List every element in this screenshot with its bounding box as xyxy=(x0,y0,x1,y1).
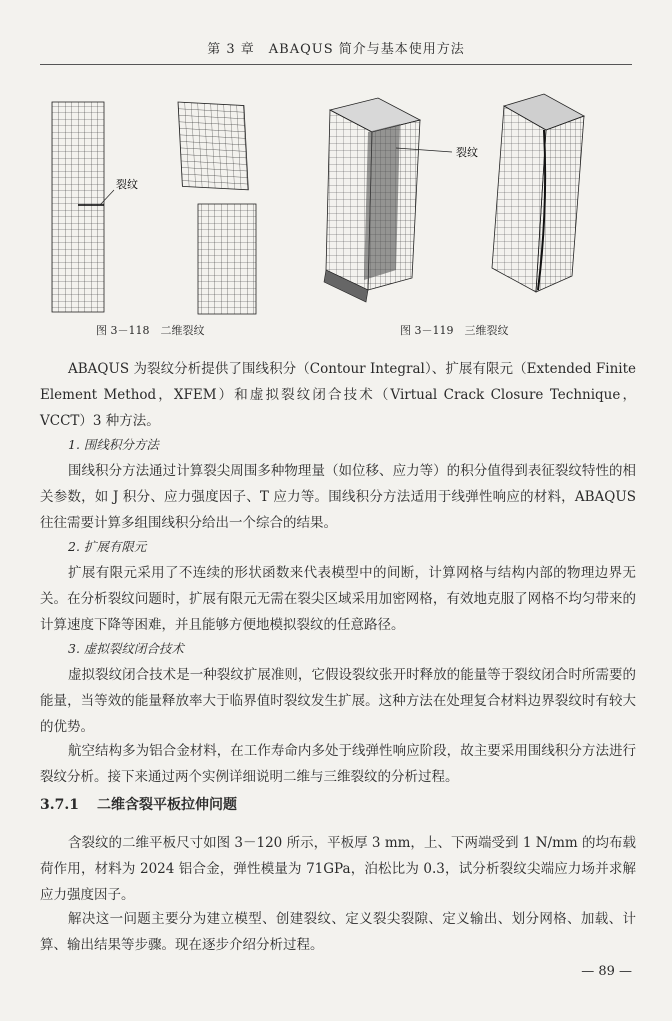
page-header: 第 3 章 ABAQUS 简介与基本使用方法 xyxy=(207,42,465,57)
section-heading xyxy=(40,792,237,818)
paragraph-aviation: 航空结构多为铝合金材料，在工作寿命内多处于线弹性响应阶段，故主要采用围线积分方法进行裂纹分析。接下来通过两个实例详细说明二维与三维裂纹的分析过程。 xyxy=(40,743,636,785)
mesh-3d-deformed xyxy=(492,94,584,292)
figure-area xyxy=(0,80,672,340)
paragraph-steps: 解决这一问题主要分为建立模型、创建裂纹、定义裂尖裂隙、定义输出、划分网格、加载、计算、输出结果等步骤。现在逐步介绍分析过程。 xyxy=(40,911,636,953)
figure-caption-3-118: 图 3－118 二维裂纹 xyxy=(96,324,205,337)
page-number: — 89 — xyxy=(581,964,632,979)
mesh-2d-deformed xyxy=(178,102,256,314)
mesh-3d-crack-plane xyxy=(324,98,452,302)
header-rule xyxy=(40,64,632,65)
paragraph-contour-integral: 围线积分方法通过计算裂尖周围多种物理量（如位移、应力等）的积分值得到表征裂纹特性的相关参数，如 J 积分、应力强度因子、T 应力等。围线积分方法适用于线弹性响应的材料，ABAQUS 往往需要计算多组围线积分给出一个综合的结果。 xyxy=(40,463,636,531)
subheading-xfem: 2. 扩展有限元 xyxy=(68,539,147,554)
paragraph-problem: 含裂纹的二维平板尺寸如图 3－120 所示，平板厚 3 mm，上、下两端受到 1 N/mm 的均布载荷作用，材料为 2024 铝合金，弹性模量为 71GPa，泊松比为 0.3，试分析裂纹尖端应力场并求解应力强度因子。 xyxy=(40,835,636,903)
subheading-vcct: 3. 虚拟裂纹闭合技术 xyxy=(68,641,184,656)
paragraph-xfem: 扩展有限元采用了不连续的形状函数来代表模型中的间断，计算网格与结构内部的物理边界无关。在分析裂纹问题时，扩展有限元无需在裂尖区域采用加密网格，有效地克服了网格不均匀带来的计算速度下降等困难，并且能够方便地模拟裂纹的任意路径。 xyxy=(40,565,636,633)
subheading-contour-integral: 1. 围线积分方法 xyxy=(68,437,159,452)
crack-label-3d: 裂纹 xyxy=(456,146,478,159)
section-title: 二维含裂平板拉伸问题 xyxy=(96,797,237,813)
figure-caption-3-119: 图 3－119 三维裂纹 xyxy=(400,324,509,337)
paragraph-intro: ABAQUS 为裂纹分析提供了围线积分（Contour Integral）、扩展有限元（Extended Finite Element Method，XFEM）和虚拟裂纹闭合技术（Virtual Crack Closure Technique，VCCT）3 种方法。 xyxy=(40,361,636,429)
crack-label-2d: 裂纹 xyxy=(116,178,138,191)
section-number: 3.7.1 xyxy=(40,797,79,813)
mesh-2d-undeformed xyxy=(52,102,114,312)
figure-illustrations xyxy=(0,80,672,340)
paragraph-vcct: 虚拟裂纹闭合技术是一种裂纹扩展准则，它假设裂纹张开时释放的能量等于裂纹闭合时所需要的能量，当等效的能量释放率大于临界值时裂纹发生扩展。这种方法在处理复合材料边界裂纹时有较大的优势。 xyxy=(40,667,636,735)
